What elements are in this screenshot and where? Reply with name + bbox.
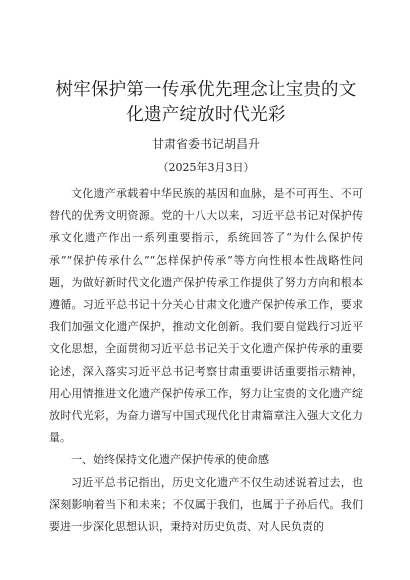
article-body	[49, 183, 363, 538]
article-author: 甘肃省委书记胡昌升	[151, 137, 260, 151]
article-title: 树牢保护第一传承优先理念让宝贵的文化遗产绽放时代光彩	[55, 80, 357, 125]
body-paragraph: 文化遗产承载着中华民族的基因和血脉，是不可再生、不可替代的优秀文明资源。党的十八大以来，习近平总书记对保护传承文化遗产作出一系列重要指示，系统回答了“为什么保护传承”“保护传承什么”“怎样保护传承”等方向性根本性战略性问题，为做好新时代文化遗产保护传承工作提供了努力方向和根本遵循。习近平总书记十分关心甘肃文化遗产保护传承工作，要求我们加强文化遗产保护，推动文化创新。我们要自觉践行习近平文化思想，全面贯彻习近平总书记关于文化遗产保护传承的重要论述，深入落实习近平总书记考察甘肃重要讲话重要指示精神，用心用情推进文化遗产保护传承工作，努力让宝贵的文化遗产绽放时代光彩，为奋力谱写中国式现代化甘肃篇章注入强大文化力量。	[49, 187, 363, 445]
article-date: （2025年3月3日）	[157, 161, 255, 174]
section-heading: 一、始终保持文化遗产保护传承的使命感	[71, 453, 269, 467]
body-paragraph: 习近平总书记指出，历史文化遗产不仅生动述说着过去，也深刻影响着当下和未来；不仅属于我们，也属于子孙后代。我们要进一步深化思想认识，秉持对历史负责、对人民负责的	[49, 475, 363, 534]
